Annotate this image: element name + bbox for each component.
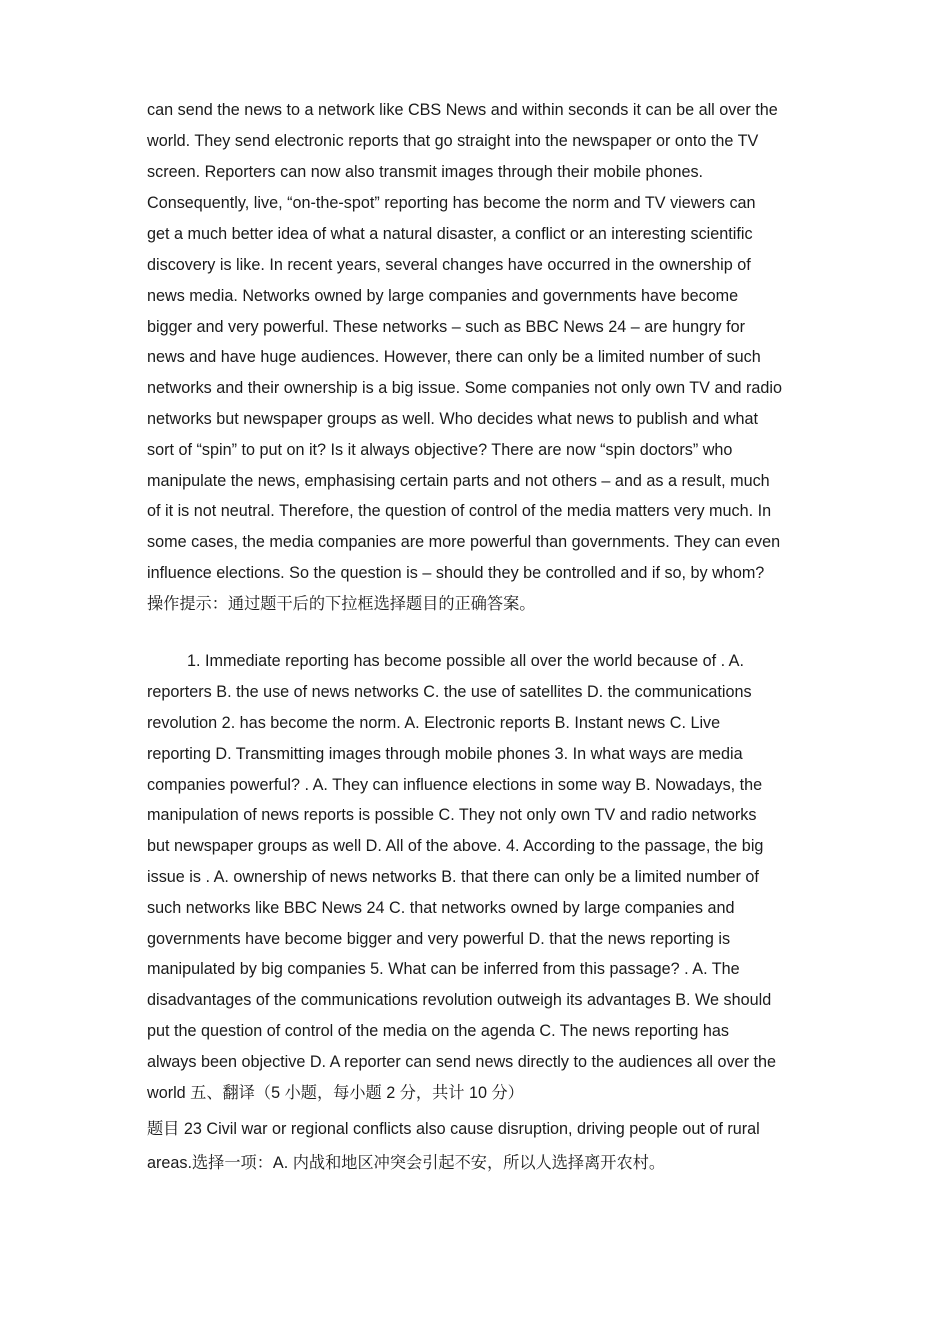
instruction-text: 操作提示：通过题干后的下拉框选择题目的正确答案。 <box>147 595 536 613</box>
question-line: issue is . A. ownership of news networks B. that there can only be a limited number of <box>147 868 759 886</box>
translation-question-line: 题目 23 Civil war or regional conflicts also cause disruption, driving people out of rural <box>147 1120 760 1138</box>
section-heading-line: world 五、翻译（5 小题，每小题 2 分，共计 10 分） <box>147 1084 524 1102</box>
passage-line: networks but newspaper groups as well. Who decides what news to publish and what <box>147 410 758 428</box>
question-line: always been objective D. A reporter can send news directly to the audiences all over the <box>147 1053 776 1071</box>
passage-line: some cases, the media companies are more powerful than governments. They can even <box>147 533 781 551</box>
passage-line: networks and their ownership is a big issue. Some companies not only own TV and radio <box>147 379 782 397</box>
passage-line: bigger and very powerful. These networks – such as BBC News 24 – are hungry for <box>147 318 746 336</box>
passage-line: influence elections. So the question is – should they be controlled and if so, by whom? <box>147 564 765 582</box>
question-line: manipulation of news reports is possible C. They not only own TV and radio networks <box>147 806 757 824</box>
passage-line: news media. Networks owned by large companies and governments have become <box>147 287 739 305</box>
question-line: reporting D. Transmitting images through mobile phones 3. In what ways are media <box>147 745 743 763</box>
question-line: companies powerful? . A. They can influence elections in some way B. Nowadays, the <box>147 776 763 794</box>
question-line: 1. Immediate reporting has become possible all over the world because of . A. <box>187 652 744 670</box>
passage-line: news and have huge audiences. However, there can only be a limited number of such <box>147 348 761 366</box>
passage-line: discovery is like. In recent years, several changes have occurred in the ownership of <box>147 256 751 274</box>
passage-line: world. They send electronic reports that go straight into the newspaper or onto the TV <box>147 132 759 150</box>
question-line: disadvantages of the communications revolution outweigh its advantages B. We should <box>147 991 772 1009</box>
passage-line: sort of “spin” to put on it? Is it always objective? There are now “spin doctors” who <box>147 441 733 459</box>
question-line: such networks like BBC News 24 C. that networks owned by large companies and <box>147 899 735 917</box>
question-line: revolution 2. has become the norm. A. Electronic reports B. Instant news C. Live <box>147 714 721 732</box>
passage-line: can send the news to a network like CBS News and within seconds it can be all over the <box>147 101 778 119</box>
question-line: governments have become bigger and very powerful D. that the news reporting is <box>147 930 731 948</box>
passage-line: screen. Reporters can now also transmit images through their mobile phones. <box>147 163 704 181</box>
question-line: manipulated by big companies 5. What can be inferred from this passage? . A. The <box>147 960 740 978</box>
question-line: put the question of control of the media on the agenda C. The news reporting has <box>147 1022 729 1040</box>
passage-line: of it is not neutral. Therefore, the question of control of the media matters very much. In <box>147 502 772 520</box>
passage-line: Consequently, live, “on-the-spot” reporting has become the norm and TV viewers can <box>147 194 756 212</box>
passage-line: get a much better idea of what a natural disaster, a conflict or an interesting scientific <box>147 225 753 243</box>
passage-line: manipulate the news, emphasising certain parts and not others – and as a result, much <box>147 472 770 490</box>
question-line: reporters B. the use of news networks C. the use of satellites D. the communications <box>147 683 752 701</box>
translation-answer-line: areas.选择一项：A. 内战和地区冲突会引起不安，所以人选择离开农村。 <box>147 1154 666 1172</box>
question-line: but newspaper groups as well D. All of the above. 4. According to the passage, the big <box>147 837 764 855</box>
